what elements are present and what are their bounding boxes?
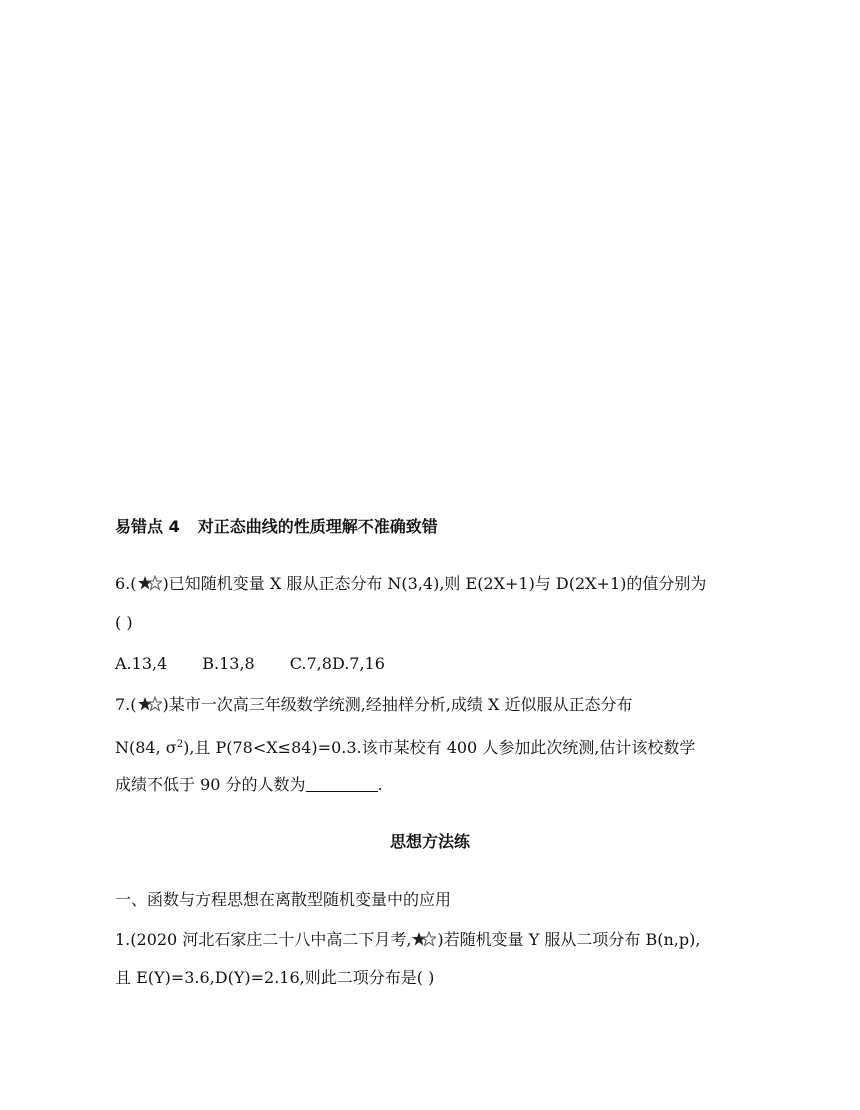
question-7-dist: N(84, σ [115,738,177,757]
answer-blank[interactable] [306,775,378,792]
question-7-number: 7.( [115,695,137,714]
question-7-text-2: ),且 P(78<X≤84)=0.3.该市某校有 400 人参加此次统测,估计该校数学 [183,738,696,757]
superscript-2: 2 [176,739,184,750]
question-7-text-3: 成绩不低于 90 分的人数为 [115,775,306,794]
difficulty-stars-icon [138,575,162,591]
question-6-answer-paren: ( ) [115,613,133,632]
question-6-options [115,653,385,675]
question-7-period: . [377,775,383,794]
question-7-line-2 [115,734,695,759]
method-practice-title: 思想方法练 [389,832,470,851]
option-a: A.13,4 [115,654,168,673]
question-6-text: )已知随机变量 X 服从正态分布 N(3,4),则 E(2X+1)与 D(2X+1)的值分别为 [162,574,707,593]
section-heading-title: 对正态曲线的性质理解不准确致错 [197,517,438,536]
question-6-number: 6.( [115,574,137,593]
difficulty-stars-icon [412,931,436,947]
difficulty-stars-icon [138,696,162,712]
option-c-d: C.7,8D.7,16 [289,654,385,673]
section-heading-label: 易错点 4 [115,517,180,536]
question-7-line-3 [115,774,383,796]
section-heading [115,516,438,538]
question-7-line-1 [115,694,633,716]
question-1-source: 1.(2020 河北石家庄二十八中高二下月考, [115,930,412,949]
subsection-heading: 一、函数与方程思想在离散型随机变量中的应用 [115,890,452,909]
option-b: B.13,8 [202,654,255,673]
question-1-line-1 [115,929,700,951]
question-1-line-2: 且 E(Y)=3.6,D(Y)=2.16,则此二项分布是( ) [115,968,435,987]
question-1-text-1: )若随机变量 Y 服从二项分布 B(n,p), [437,930,701,949]
question-7-text-1: )某市一次高三年级数学统测,经抽样分析,成绩 X 近似服从正态分布 [162,695,633,714]
question-6-stem [115,573,706,595]
